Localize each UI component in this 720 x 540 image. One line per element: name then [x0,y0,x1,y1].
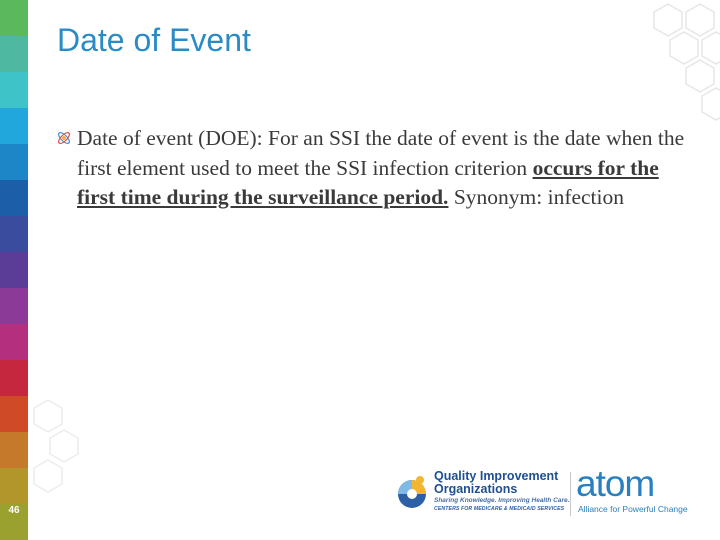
sidebar-band [0,288,28,325]
sidebar-band [0,72,28,109]
atom-tagline: Alliance for Powerful Change [578,504,688,514]
atom-logo: atom [576,463,655,504]
sidebar-band [0,180,28,217]
sidebar-band [0,216,28,253]
hexagon-decoration-bottom-icon [28,360,148,540]
sidebar-band [0,0,28,37]
bullet-text [77,124,687,213]
qio-logo-icon [390,470,434,514]
qio-title: Quality Improvement Organizations [434,469,559,496]
sidebar-band [0,252,28,289]
logo-divider [570,472,571,516]
sidebar-band [0,468,28,505]
sidebar-band [0,108,28,145]
bullet-text-intro: Date of event (DOE): For an SSI the date of event is the date when the first element used to meet the SSI infection criterion [77,126,685,180]
sidebar-band [0,432,28,469]
sidebar-band [0,324,28,361]
color-sidebar [0,0,28,540]
qio-tagline: Sharing Knowledge. Improving Health Care. [434,497,570,504]
atom-bullet-icon [56,130,72,146]
slide-title: Date of Event [57,22,251,58]
sidebar-band [0,396,28,433]
footer-logos [390,463,700,526]
hexagon-decoration-icon [590,0,720,130]
sidebar-band [0,360,28,397]
bullet-text-synonym: Synonym: infection [448,185,625,209]
sidebar-band [0,36,28,73]
qio-subtitle: CENTERS FOR MEDICARE & MEDICAID SERVICES [434,506,565,512]
bullet-text-emphasis: occurs for the first time during the surveillance period. [77,155,659,209]
sidebar-band [0,144,28,181]
page-number: 46 [8,505,20,516]
